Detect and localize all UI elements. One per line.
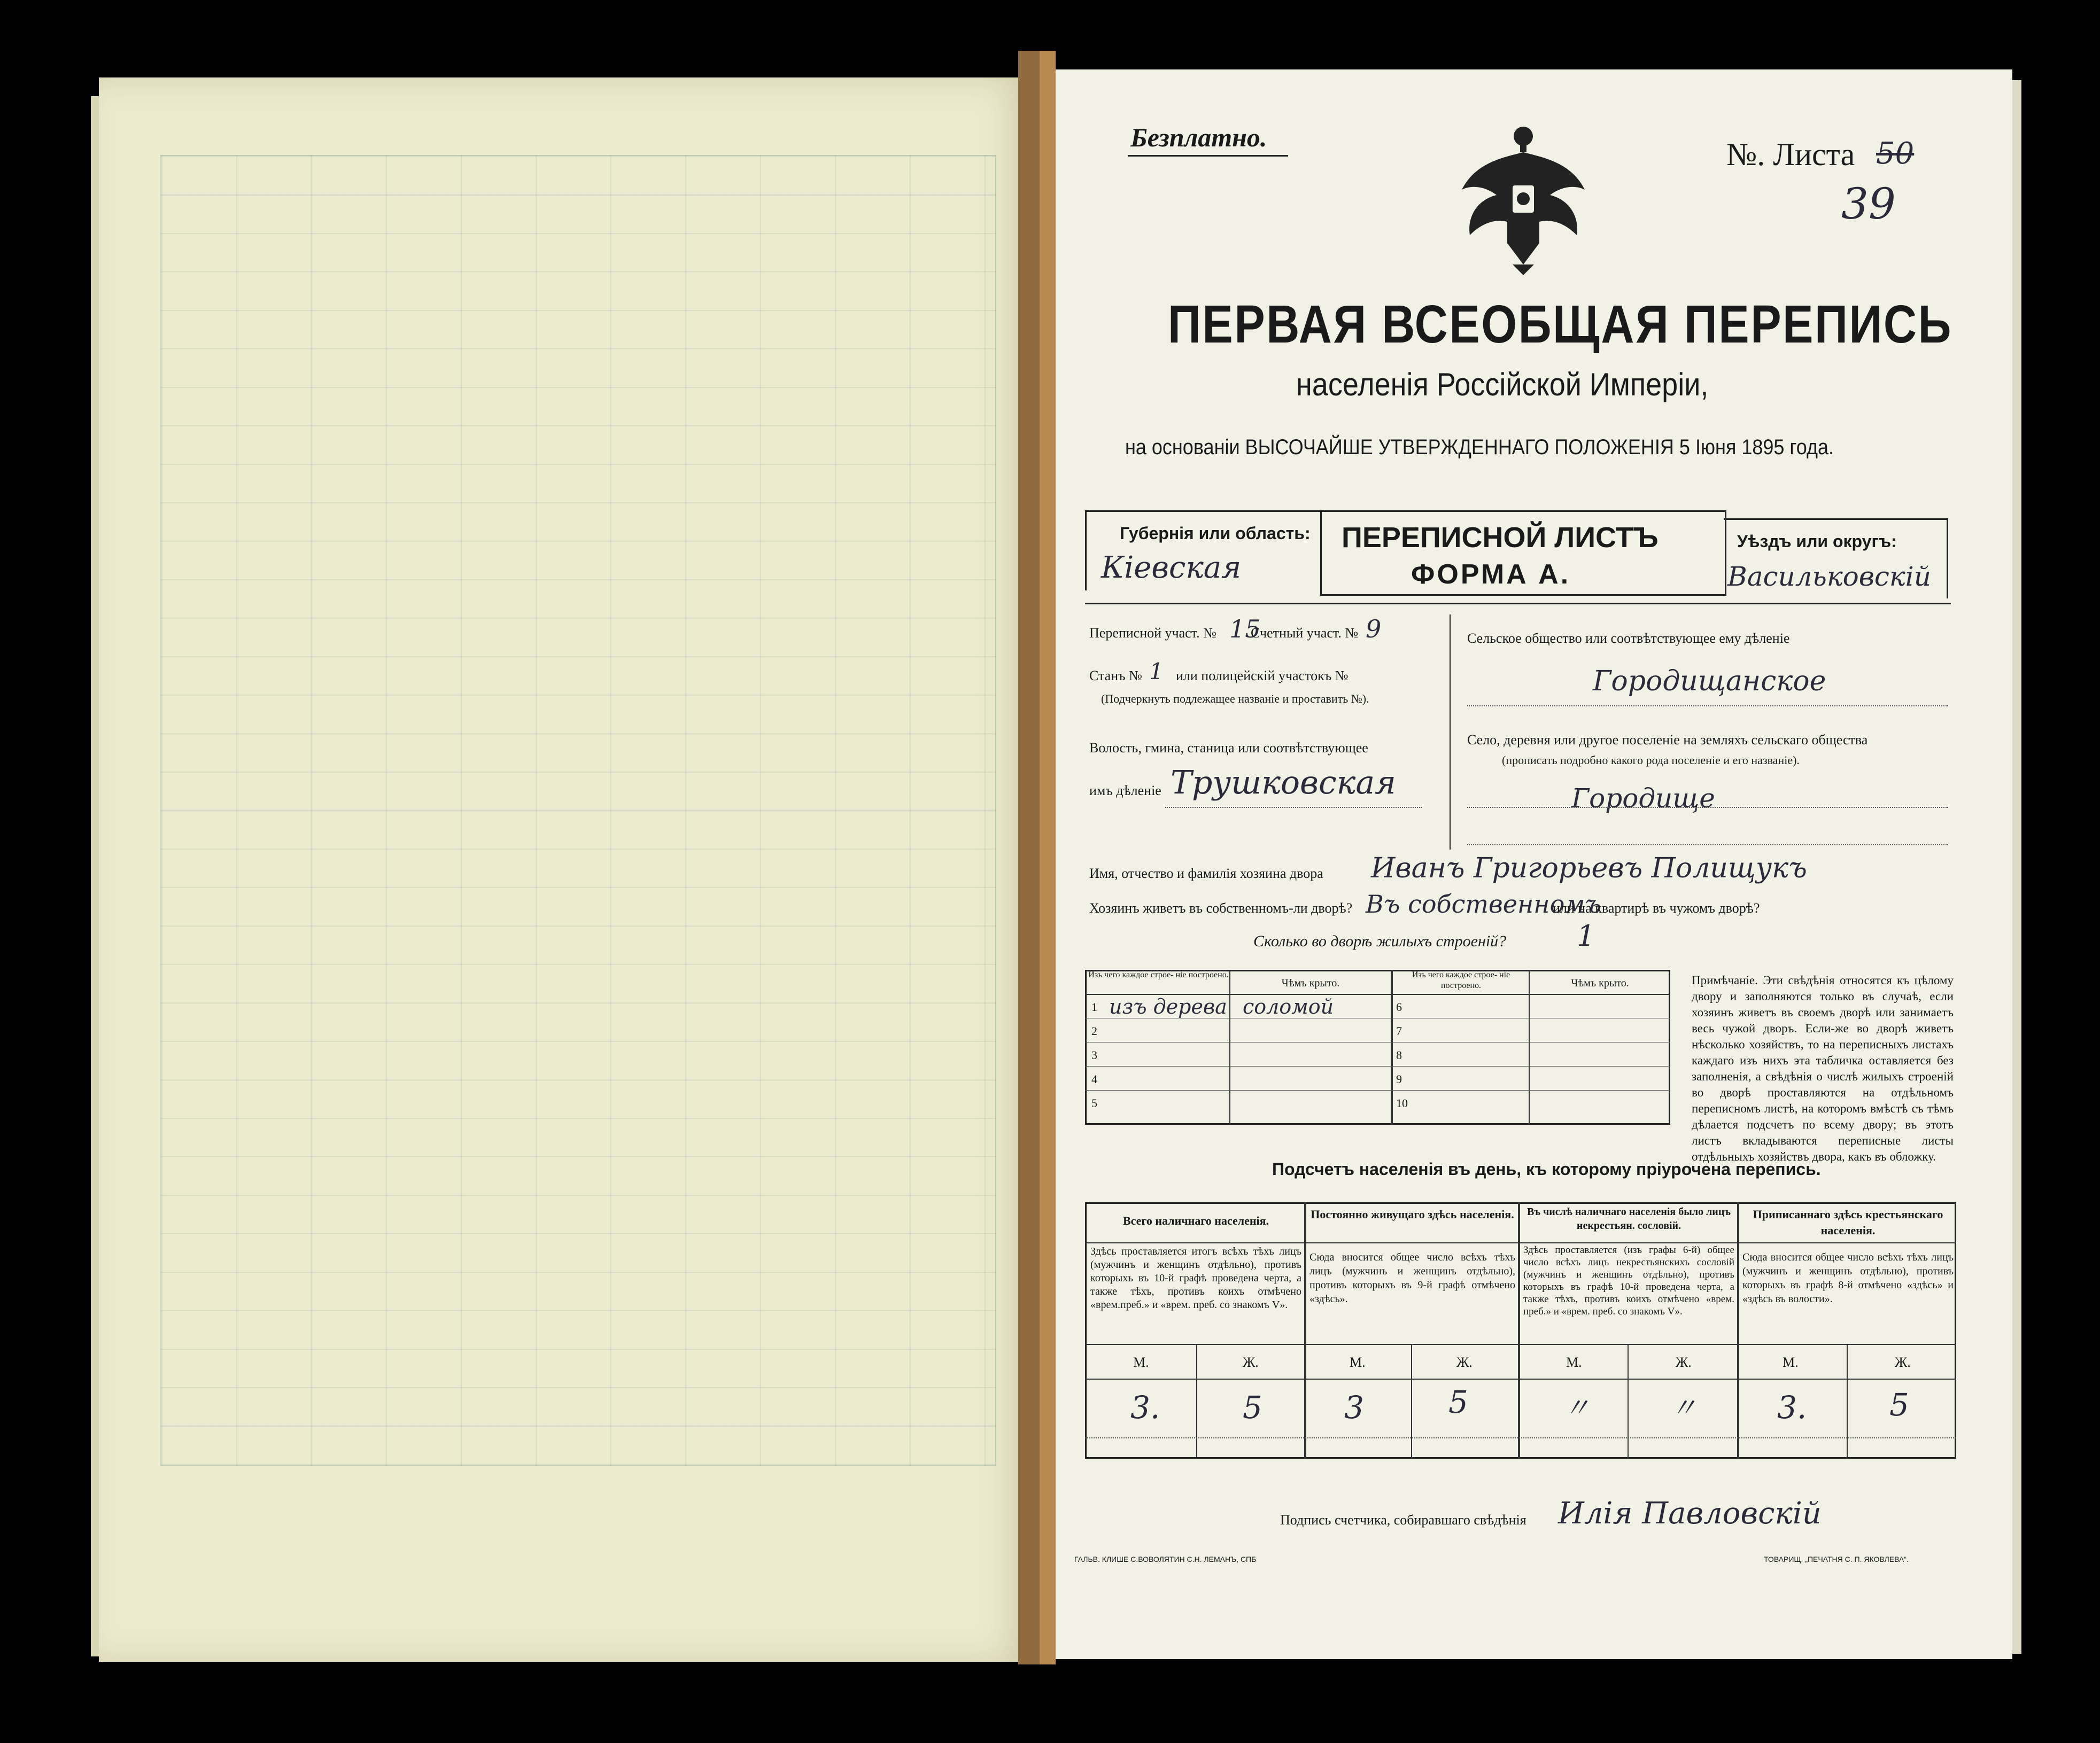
owner-value[interactable]: Иванъ Григорьевъ Полищукъ bbox=[1371, 852, 1807, 884]
count-mz-divider-3 bbox=[1628, 1344, 1629, 1459]
stan-label: Станъ № bbox=[1089, 668, 1142, 683]
count-mz-divider-1 bbox=[1196, 1344, 1197, 1459]
count-zh-1: Ж. bbox=[1243, 1355, 1259, 1370]
uezd-value[interactable]: Васильковскій bbox=[1727, 561, 1931, 592]
buildings-col-material: Изъ чего каждое строе- ніе построено. bbox=[1088, 970, 1229, 979]
volost-label: Волость, гмина, станица или соотвѣтствующее bbox=[1089, 740, 1368, 756]
buildings-row-rule-3 bbox=[1085, 1066, 1670, 1067]
sheet-number-value: 39 bbox=[1841, 179, 1896, 229]
free-underline bbox=[1128, 155, 1288, 157]
buildings-row-8: 8 bbox=[1396, 1048, 1402, 1062]
count-values-rule bbox=[1085, 1437, 1956, 1438]
count-value-total-m[interactable]: 3. bbox=[1130, 1389, 1160, 1426]
count-zh-3: Ж. bbox=[1676, 1355, 1692, 1370]
schetny-value[interactable]: 9 bbox=[1366, 614, 1382, 643]
buildings-value[interactable]: 1 bbox=[1577, 919, 1595, 953]
buildings-row-3: 3 bbox=[1091, 1048, 1097, 1062]
owner-label: Имя, отчество и фамилія хозяина двора bbox=[1089, 866, 1323, 881]
count-header-rule bbox=[1085, 1242, 1956, 1243]
count-m-4: М. bbox=[1783, 1355, 1799, 1370]
signature-label: Подпись счетчика, собиравшаго свѣдѣнія bbox=[1280, 1512, 1526, 1528]
footer-printer-right: ТОВАРИЩ. „ПЕЧАТНЯ С. П. ЯКОВЛЕВА“. bbox=[1764, 1555, 1909, 1563]
count-header-total: Всего наличнаго населенія. bbox=[1122, 1214, 1269, 1227]
count-mz-divider-4 bbox=[1847, 1344, 1848, 1459]
count-title: Подсчетъ населенія въ день, къ которому пріурочена перепись. bbox=[1272, 1160, 1821, 1179]
sheet-number-label: №. Листа bbox=[1726, 137, 1855, 172]
buildings-row-6: 6 bbox=[1396, 1000, 1402, 1014]
census-basis: на основаніи ВЫСОЧАЙШЕ УТВЕРЖДЕННАГО ПОЛОЖЕНІЯ 5 Іюня 1895 года. bbox=[1125, 435, 1834, 459]
count-col-divider-3 bbox=[1737, 1202, 1739, 1459]
fields-divider bbox=[1450, 614, 1451, 850]
census-title: ПЕРВАЯ ВСЕОБЩАЯ ПЕРЕПИСЬ bbox=[1168, 294, 1952, 354]
sheet-number-old: 50 bbox=[1876, 136, 1915, 171]
uchastok-value[interactable]: 15 bbox=[1229, 614, 1261, 643]
buildings-row-5: 5 bbox=[1091, 1096, 1097, 1110]
footer-printer-left: ГАЛЬВ. КЛИШЕ С.ВОВОЛЯТИН С.Н. ЛЕМАНЪ, СПБ bbox=[1074, 1555, 1257, 1563]
count-header-permanent: Постоянно живущаго здѣсь населенія. bbox=[1311, 1208, 1514, 1221]
buildings-col-material-2: Изъ чего каждое строе- ніе построено. bbox=[1412, 970, 1510, 990]
schetny-label: Счетный участ. № bbox=[1251, 625, 1359, 641]
volost-line bbox=[1165, 807, 1422, 808]
count-mz-rule bbox=[1085, 1379, 1956, 1380]
buildings-col-divider-2 bbox=[1529, 970, 1530, 1125]
society-value[interactable]: Городищанское bbox=[1593, 665, 1826, 697]
sheet-title: ПЕРЕПИСНОЙ ЛИСТЪ bbox=[1342, 522, 1659, 554]
police-label: или полицейскій участокъ № bbox=[1176, 668, 1349, 683]
count-desc-permanent: Сюда вносится общее число всѣхъ тѣхъ лицъ (мужчинъ и женщинъ отдѣльно), противъ которыхъ въ 9-й графѣ отмѣчено «здѣсь». bbox=[1309, 1251, 1515, 1305]
census-subtitle: населенія Россійской Имперіи, bbox=[1296, 367, 1709, 402]
count-value-peasant-m[interactable]: 3. bbox=[1777, 1389, 1807, 1426]
buildings-row-9: 9 bbox=[1396, 1072, 1402, 1086]
building-1-roof[interactable]: соломой bbox=[1243, 995, 1334, 1018]
underline-note: (Подчеркнуть подлежащее названіе и проставить №). bbox=[1101, 692, 1369, 705]
buildings-row-2: 2 bbox=[1091, 1024, 1097, 1038]
village-line-2 bbox=[1467, 844, 1948, 845]
count-table bbox=[1085, 1202, 1956, 1459]
buildings-row-rule-4 bbox=[1085, 1090, 1670, 1091]
lives-value[interactable]: Въ собственномъ bbox=[1366, 890, 1602, 919]
free-label: Безплатно. bbox=[1130, 122, 1267, 152]
count-desc-rule bbox=[1085, 1344, 1956, 1345]
buildings-col-roof-2: Чѣмъ крыто. bbox=[1571, 977, 1629, 989]
buildings-row-4: 4 bbox=[1091, 1072, 1097, 1086]
guberniya-label: Губернія или область: bbox=[1120, 524, 1311, 543]
count-desc-total: Здѣсь проставляется итогъ всѣхъ тѣхъ лицъ (мужчинъ и женщинъ отдѣльно), противъ которыхъ въ 10-й графѣ проведена черта, а также тѣхъ, противъ коихъ отмѣчено «врем.преб.» и «врем. преб. со знакомъ V». bbox=[1090, 1246, 1301, 1311]
buildings-table bbox=[1085, 970, 1670, 1125]
village-line bbox=[1467, 807, 1948, 808]
buildings-label: Сколько во дворѣ жилыхъ строеній? bbox=[1253, 932, 1507, 950]
form-header-rule bbox=[1085, 603, 1951, 604]
buildings-row-10: 10 bbox=[1396, 1096, 1408, 1110]
signature-value[interactable]: Илія Павловскій bbox=[1558, 1496, 1822, 1531]
count-value-permanent-zh[interactable]: 5 bbox=[1448, 1384, 1468, 1420]
form-name: ФОРМА А. bbox=[1411, 559, 1571, 590]
book-spine-inner bbox=[1040, 51, 1056, 1664]
uchastok-label: Переписной участ. № bbox=[1089, 625, 1216, 641]
count-desc-nonpeasant: Здѣсь проставляется (изъ графы 6-й) общее число всѣхъ лицъ некрестьянскихъ сословій (мужчинъ и женщинъ отдѣльно), противъ которыхъ въ графѣ 10-й проведена черта, а также тѣхъ, противъ коихъ отмѣчено «врем. преб.» и «врем. преб. со знакомъ V». bbox=[1523, 1244, 1734, 1317]
count-value-nonpeasant-zh[interactable]: 〃 bbox=[1670, 1392, 1697, 1423]
count-m-1: М. bbox=[1133, 1355, 1149, 1370]
volost-label-2: имъ дѣленіе bbox=[1089, 783, 1161, 798]
stan-value[interactable]: 1 bbox=[1149, 658, 1164, 684]
buildings-note: Примѣчаніе. Эти свѣдѣнія относятся къ цѣлому двору и заполняются только въ случаѣ, если хозяинъ живетъ въ своемъ дворѣ или занимаетъ весь чужой дворъ. Если-же во дворѣ живетъ нѣсколько хозяйствъ, то на переписныхъ листахъ каждаго изъ нихъ эта табличка оставляется без заполненія, а свѣдѣнія о числѣ жилыхъ строеній во дворѣ проставляются на отдѣльномъ переписномъ листѣ, на которомъ вмѣстѣ съ тѣмъ дѣлается подсчетъ по всему двору; въ этотъ листъ вкладываются переписные листы отдѣльныхъ хозяйствъ двора, какъ въ обложку. bbox=[1692, 974, 1954, 1163]
village-label: Село, деревня или другое поселеніе на земляхъ сельскаго общества bbox=[1467, 732, 1868, 748]
society-label: Сельское общество или соотвѣтствующее ему дѣленіе bbox=[1467, 631, 1790, 646]
count-m-3: М. bbox=[1566, 1355, 1582, 1370]
lives-label: Хозяинъ живетъ въ собственномъ-ли дворѣ? bbox=[1089, 900, 1353, 916]
count-desc-peasant: Сюда вносится общее число всѣхъ тѣхъ лицъ (мужчинъ и женщинъ отдѣльно), противъ которыхъ въ графѣ 8-й отмѣчено «здѣсь» и «здѣсь въ волости». bbox=[1742, 1251, 1954, 1305]
society-line bbox=[1467, 705, 1948, 706]
guberniya-value[interactable]: Кіевская bbox=[1101, 550, 1242, 585]
imperial-eagle-emblem bbox=[1454, 120, 1593, 275]
count-value-peasant-zh[interactable]: 5 bbox=[1889, 1387, 1909, 1423]
building-1-material[interactable]: изъ дерева bbox=[1109, 995, 1227, 1018]
count-col-divider-2 bbox=[1518, 1202, 1520, 1459]
buildings-row-1: 1 bbox=[1091, 1000, 1097, 1014]
count-zh-4: Ж. bbox=[1895, 1355, 1911, 1370]
count-col-divider-1 bbox=[1304, 1202, 1306, 1459]
buildings-row-7: 7 bbox=[1396, 1024, 1402, 1038]
count-value-permanent-m[interactable]: 3 bbox=[1344, 1389, 1364, 1426]
left-page-bleedthrough-grid bbox=[160, 155, 996, 1466]
count-mz-divider-2 bbox=[1411, 1344, 1412, 1459]
buildings-col-roof: Чѣмъ крыто. bbox=[1281, 977, 1340, 989]
volost-value[interactable]: Трушковская bbox=[1171, 764, 1396, 802]
village-note: (прописать подробно какого рода поселеніе и его названіе). bbox=[1502, 753, 1800, 767]
uezd-label: Уѣздъ или округъ: bbox=[1737, 532, 1897, 551]
count-value-nonpeasant-m[interactable]: 〃 bbox=[1563, 1392, 1590, 1423]
count-header-peasant: Приписаннаго здѣсь крестьянскаго населенія. bbox=[1753, 1208, 1943, 1237]
village-value[interactable]: Городище bbox=[1571, 783, 1715, 814]
book-spine bbox=[1018, 51, 1042, 1664]
buildings-col-divider-1 bbox=[1229, 970, 1230, 1125]
count-header-nonpeasant: Въ числѣ наличнаго населенія было лицъ некрестьян. сословій. bbox=[1526, 1206, 1731, 1232]
count-m-2: М. bbox=[1350, 1355, 1366, 1370]
buildings-table-midline bbox=[1391, 970, 1393, 1125]
count-value-total-zh[interactable]: 5 bbox=[1243, 1389, 1262, 1426]
lives-label-2: или на квартирѣ въ чужомъ дворѣ? bbox=[1553, 900, 1760, 916]
count-zh-2: Ж. bbox=[1456, 1355, 1473, 1370]
